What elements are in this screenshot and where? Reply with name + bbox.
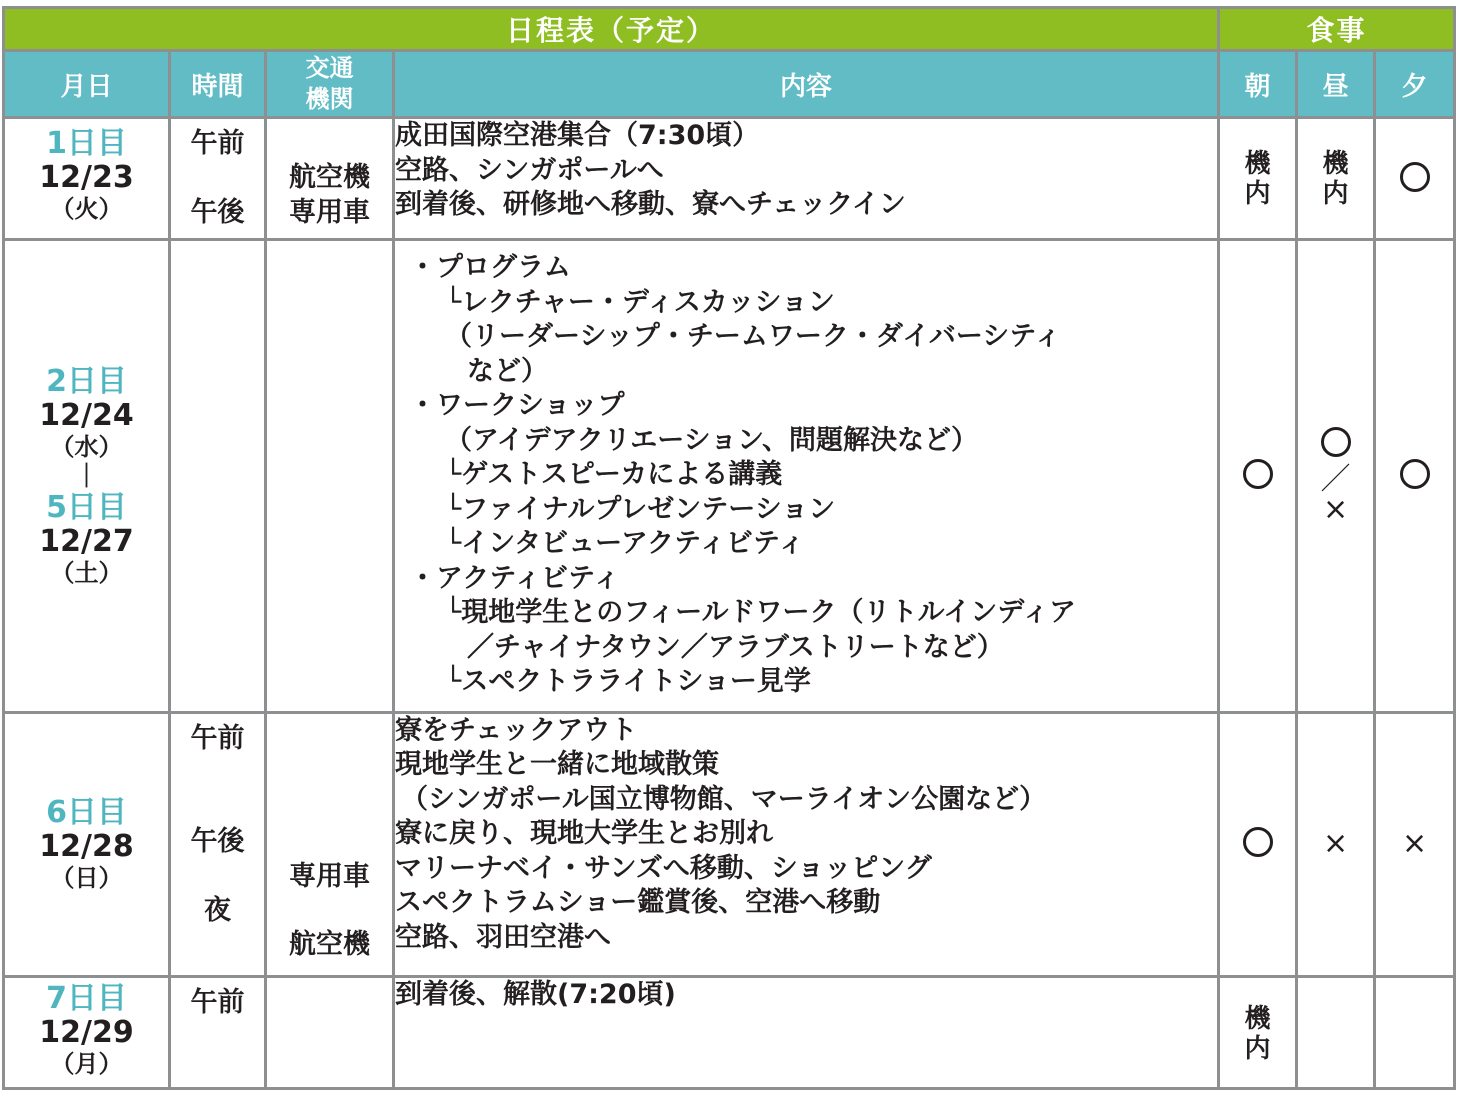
meal-included-icon: [1400, 162, 1430, 192]
lunch-cell: [1297, 712, 1375, 976]
date-label: 12/27: [39, 523, 134, 559]
col-breakfast: 朝: [1219, 51, 1297, 118]
day-label: 7日目: [46, 980, 127, 1016]
dinner-cell: [1375, 976, 1455, 1088]
content-line: └レクチャー・ディスカッション: [445, 286, 835, 318]
meal-included-icon: [1400, 459, 1430, 489]
dinner-cell: [1375, 240, 1455, 712]
content-line: （リーダーシップ・チームワーク・ダイバーシティ: [445, 321, 1062, 353]
col-date: 月日: [4, 51, 170, 118]
transport-label: 航空機: [289, 162, 370, 194]
schedule-table: [2, 6, 1456, 1090]
breakfast-cell: [1219, 976, 1297, 1088]
table-row: [4, 118, 1455, 240]
content-line: └ファイナルプレゼンテーション: [445, 493, 836, 525]
meal-included-icon: [1243, 459, 1273, 489]
date-cell: [4, 712, 170, 976]
weekday-label: （月）: [50, 1049, 123, 1078]
col-time: 時間: [170, 51, 266, 118]
table-row: [4, 976, 1455, 1088]
date-label: 12/23: [39, 160, 134, 196]
meal-char: 機: [1244, 1003, 1271, 1034]
transport-cell: [266, 240, 394, 712]
dinner-cell: [1375, 118, 1455, 240]
time-label: 午前: [190, 128, 245, 160]
transport-label: 専用車: [289, 196, 370, 228]
content-line: └現地学生とのフィールドワーク（リトルインディア: [445, 597, 1077, 629]
content-line: 成田国際空港集合（7:30頃）: [395, 120, 760, 152]
col-lunch: 昼: [1297, 51, 1375, 118]
time-cell: [170, 976, 266, 1088]
content-line: マリーナベイ・サンズへ移動、ショッピング: [395, 852, 932, 884]
content-line: ・ワークショップ: [409, 390, 625, 422]
time-label: 午前: [190, 722, 245, 754]
day-label: 1日目: [46, 126, 127, 162]
weekday-label: （水）: [50, 432, 123, 461]
meal-char: 内: [1244, 1033, 1271, 1064]
day-label: 6日目: [46, 795, 127, 831]
meals-title: 食事: [1219, 8, 1455, 51]
content-line: （アイデアクリエーション、問題解決など）: [445, 424, 978, 456]
breakfast-cell: [1219, 118, 1297, 240]
meal-included-icon: [1243, 827, 1273, 857]
content-line: └インタビューアクティビティ: [445, 528, 805, 560]
day-label: 5日目: [46, 489, 127, 525]
meal-not-included-icon: ×: [1322, 826, 1349, 862]
content-line: ／チャイナタウン／アラブストリートなど）: [467, 631, 1004, 663]
transport-cell: [266, 712, 394, 976]
transport-label: 航空機: [289, 929, 370, 961]
time-label: 午後: [190, 826, 245, 858]
meal-included-icon: [1321, 427, 1351, 457]
table-row: [4, 712, 1455, 976]
in-flight-meal: [1245, 149, 1271, 209]
transport-cell: [266, 976, 394, 1088]
meal-not-included-icon: ×: [1322, 491, 1349, 527]
column-header-row: [4, 51, 1455, 118]
content-line: ・アクティビティ: [409, 562, 620, 594]
breakfast-cell: [1219, 712, 1297, 976]
transport-label: 専用車: [289, 860, 370, 892]
content-line: （シンガポール国立博物館、マーライオン公園など）: [401, 783, 1047, 815]
meal-char: 機: [1244, 148, 1271, 179]
content-cell: [394, 240, 1219, 712]
transport-cell: [266, 118, 394, 240]
dinner-cell: [1375, 712, 1455, 976]
title-row: [4, 8, 1455, 51]
meal-char: 内: [1322, 178, 1349, 209]
content-line: 現地学生と一緒に地域散策: [395, 749, 719, 781]
time-cell: [170, 118, 266, 240]
lunch-cell: [1297, 240, 1375, 712]
col-dinner: 夕: [1375, 51, 1455, 118]
date-cell: [4, 118, 170, 240]
in-flight-meal: [1245, 1004, 1271, 1064]
col-transport: [266, 51, 394, 118]
meal-char: 機: [1322, 148, 1349, 179]
content-line: ・プログラム: [409, 252, 571, 284]
weekday-label: （土）: [50, 558, 123, 587]
date-label: 12/28: [39, 829, 134, 865]
content-cell: [394, 976, 1219, 1088]
content-line: └スペクトラライトショー見学: [445, 666, 811, 698]
in-flight-meal: [1323, 149, 1349, 209]
breakfast-cell: [1219, 240, 1297, 712]
time-cell: [170, 240, 266, 712]
date-label: 12/29: [39, 1014, 134, 1050]
time-label: 夜: [204, 894, 231, 926]
time-label: 午前: [190, 986, 245, 1018]
meal-char: 内: [1244, 178, 1271, 209]
content-line: など）: [467, 355, 548, 387]
range-separator: ｜: [74, 461, 99, 490]
content-cell: [394, 712, 1219, 976]
content-line: └ゲストスピーカによる講義: [445, 459, 783, 491]
content-cell: [394, 118, 1219, 240]
date-cell: [4, 976, 170, 1088]
content-line: 寮をチェックアウト: [395, 714, 638, 746]
content-line: 空路、シンガポールへ: [395, 154, 664, 186]
day-label: 2日目: [46, 363, 127, 399]
col-transport-line-2: 機関: [305, 85, 354, 114]
content-line: 到着後、解散(7:20頃): [395, 978, 676, 1010]
date-label: 12/24: [39, 397, 134, 433]
date-cell: [4, 240, 170, 712]
content-line: 寮に戻り、現地大学生とお別れ: [395, 818, 773, 850]
weekday-label: （火）: [50, 195, 123, 224]
content-line: 空路、羽田空港へ: [395, 921, 611, 953]
col-transport-line-1: 交通: [305, 54, 354, 83]
table-row: [4, 240, 1455, 712]
meal-not-included-icon: ×: [1401, 826, 1428, 862]
time-cell: [170, 712, 266, 976]
schedule-title: 日程表（予定）: [4, 8, 1219, 51]
weekday-label: （日）: [50, 864, 123, 893]
content-line: スペクトラムショー鑑賞後、空港へ移動: [395, 887, 881, 919]
lunch-cell: [1297, 118, 1375, 240]
content-line: 到着後、研修地へ移動、寮へチェックイン: [395, 189, 906, 221]
time-label: 午後: [190, 196, 245, 228]
option-separator: ／: [1320, 461, 1351, 497]
lunch-cell: [1297, 976, 1375, 1088]
col-content: 内容: [394, 51, 1219, 118]
